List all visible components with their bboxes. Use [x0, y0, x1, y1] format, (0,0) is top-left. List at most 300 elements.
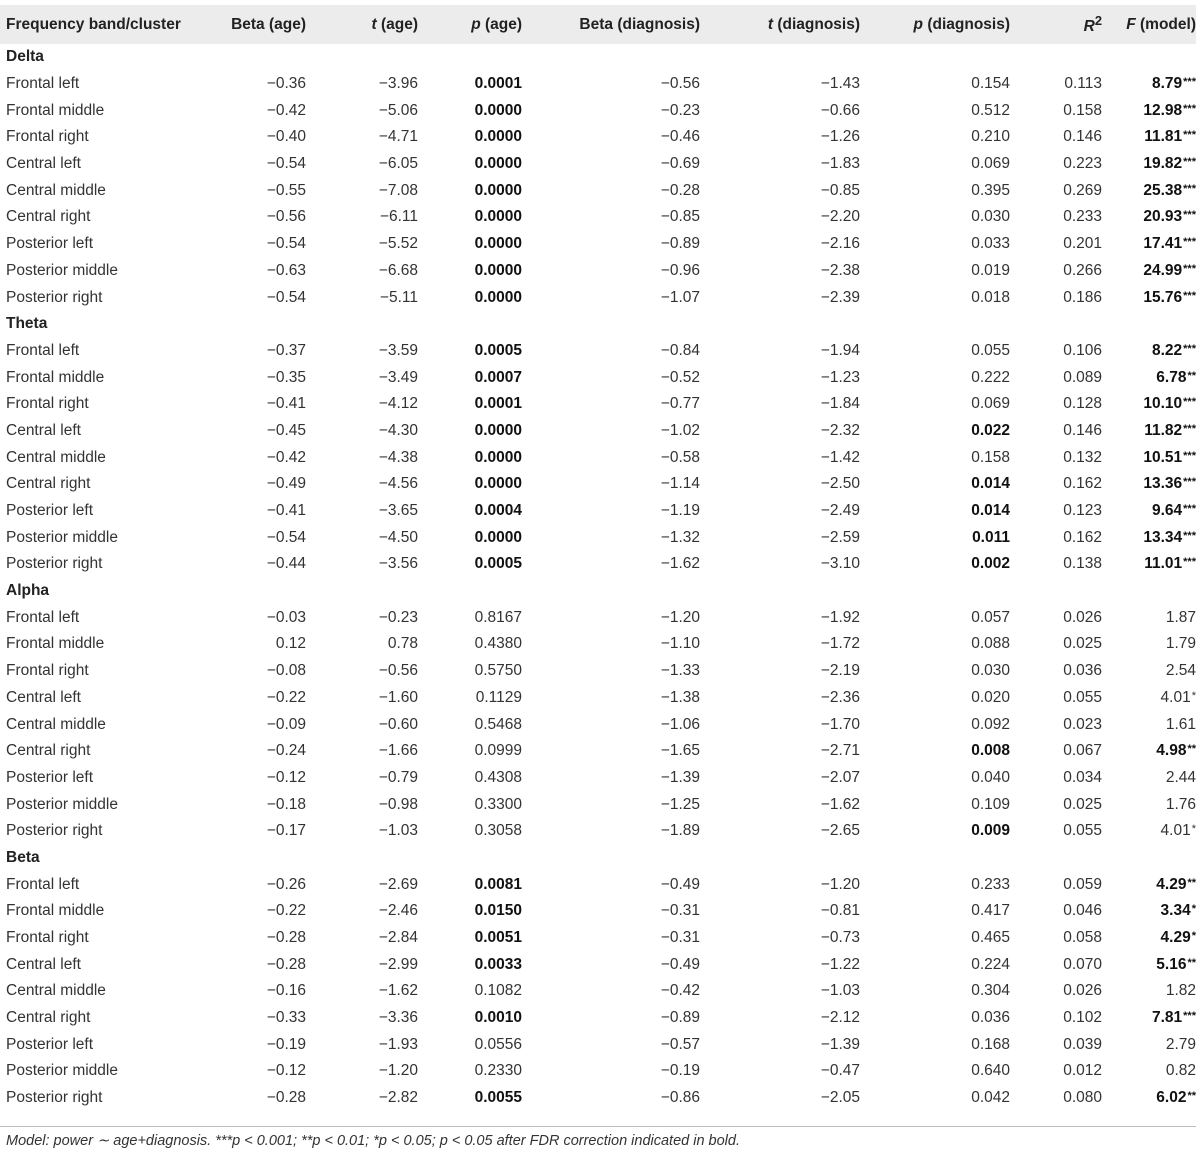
p-diagnosis-cell: 0.020: [971, 688, 1010, 706]
t-diagnosis-cell: −2.38: [820, 261, 860, 279]
p-diagnosis-cell: 0.057: [971, 608, 1010, 626]
f-value: 1.79: [1165, 635, 1196, 653]
f-value: 1.87: [1165, 608, 1196, 626]
p-diagnosis-cell: 0.158: [971, 448, 1010, 466]
table-row: [0, 231, 1196, 258]
beta-age-cell: −0.44: [266, 555, 306, 573]
cluster-label: Posterior middle: [6, 1062, 118, 1080]
header-f-model: F (model): [1126, 15, 1196, 33]
r-squared-cell: 0.012: [1063, 1062, 1102, 1080]
f-model-cell: [1102, 551, 1196, 578]
group-header-row: [0, 845, 1196, 872]
t-diagnosis-cell: −2.36: [820, 688, 860, 706]
p-diagnosis-cell: 0.465: [971, 929, 1010, 947]
f-model-cell: [1102, 978, 1196, 1005]
r-squared-cell: 0.269: [1063, 181, 1102, 199]
f-value: 0.82: [1165, 1062, 1196, 1080]
significance-stars: ***: [1183, 422, 1196, 435]
t-diagnosis-cell: −0.66: [820, 101, 860, 119]
p-age-cell: 0.0007: [474, 368, 522, 386]
beta-age-cell: −0.54: [266, 528, 306, 546]
beta-age-cell: −0.42: [266, 101, 306, 119]
group-name: Delta: [6, 48, 44, 66]
f-model-cell: [1102, 604, 1196, 631]
cluster-label: Central middle: [6, 448, 106, 466]
p-age-cell: 0.0001: [474, 75, 522, 93]
beta-diagnosis-cell: −0.85: [660, 208, 700, 226]
header-t-age: t (age): [371, 15, 418, 33]
f-value: 8.79: [1151, 75, 1183, 93]
header-t-diagnosis: t (diagnosis): [767, 15, 860, 33]
beta-age-cell: −0.28: [266, 955, 306, 973]
t-diagnosis-cell: −0.73: [820, 929, 860, 947]
significance-stars: ***: [1183, 476, 1196, 489]
cluster-label: Frontal left: [6, 608, 80, 626]
beta-diagnosis-cell: −1.89: [660, 822, 700, 840]
beta-age-cell: −0.41: [266, 502, 306, 520]
cluster-label: Central left: [6, 688, 81, 706]
t-diagnosis-cell: −1.23: [820, 368, 860, 386]
t-diagnosis-cell: −2.20: [820, 208, 860, 226]
f-model-cell: [1102, 1005, 1196, 1032]
significance-stars: **: [1187, 1090, 1196, 1103]
f-value: 17.41: [1143, 235, 1183, 253]
f-model-cell: [1102, 204, 1196, 231]
significance-stars: ***: [1183, 182, 1196, 195]
p-age-cell: 0.0001: [474, 395, 522, 413]
p-age-cell: 0.0000: [474, 181, 522, 199]
r-squared-cell: 0.058: [1063, 929, 1102, 947]
t-age-cell: −4.50: [378, 528, 418, 546]
t-diagnosis-cell: −2.07: [820, 768, 860, 786]
f-value: 13.34: [1143, 528, 1183, 546]
cluster-label: Frontal middle: [6, 101, 105, 119]
table-row: [0, 685, 1196, 712]
beta-age-cell: −0.54: [266, 235, 306, 253]
beta-diagnosis-cell: −0.28: [660, 181, 700, 199]
beta-diagnosis-cell: −0.89: [660, 235, 700, 253]
r-squared-cell: 0.059: [1063, 875, 1102, 893]
f-model-cell: [1102, 284, 1196, 311]
beta-age-cell: −0.08: [266, 662, 306, 680]
p-age-cell: 0.0004: [474, 502, 522, 520]
f-value: 6.02: [1156, 1089, 1187, 1107]
t-diagnosis-cell: −2.50: [820, 475, 860, 493]
beta-age-cell: −0.35: [266, 368, 306, 386]
f-value: 4.01: [1160, 688, 1191, 706]
beta-diagnosis-cell: −0.56: [660, 75, 700, 93]
f-model-cell: [1102, 765, 1196, 792]
beta-diagnosis-cell: −0.46: [660, 128, 700, 146]
t-age-cell: −2.84: [378, 929, 418, 947]
f-model-cell: [1102, 925, 1196, 952]
p-diagnosis-cell: 0.088: [971, 635, 1010, 653]
t-age-cell: −0.98: [378, 795, 418, 813]
cluster-label: Central left: [6, 421, 81, 439]
t-age-cell: −1.20: [378, 1062, 418, 1080]
significance-stars: ***: [1183, 1010, 1196, 1023]
t-age-cell: −0.60: [378, 715, 418, 733]
t-diagnosis-cell: −0.81: [820, 902, 860, 920]
cluster-label: Frontal right: [6, 662, 89, 680]
cluster-label: Posterior left: [6, 1035, 94, 1053]
p-diagnosis-cell: 0.040: [971, 768, 1010, 786]
beta-diagnosis-cell: −0.23: [660, 101, 700, 119]
p-diagnosis-cell: 0.009: [971, 822, 1010, 840]
beta-diagnosis-cell: −0.57: [660, 1035, 700, 1053]
beta-diagnosis-cell: −0.42: [660, 982, 700, 1000]
cluster-label: Central left: [6, 155, 81, 173]
t-diagnosis-cell: −1.20: [820, 875, 860, 893]
beta-diagnosis-cell: −1.38: [660, 688, 700, 706]
significance-stars: ***: [1183, 156, 1196, 169]
f-model-cell: [1102, 1058, 1196, 1085]
p-age-cell: 0.0055: [474, 1089, 522, 1107]
t-age-cell: −3.65: [378, 502, 418, 520]
significance-stars: ***: [1183, 209, 1196, 222]
r-squared-cell: 0.132: [1063, 448, 1102, 466]
f-value: 1.76: [1165, 795, 1196, 813]
p-age-cell: 0.2330: [474, 1062, 522, 1080]
p-age-cell: 0.0000: [474, 155, 522, 173]
f-value: 10.51: [1143, 448, 1183, 466]
results-table: [0, 5, 1196, 1112]
f-value: 6.78: [1156, 368, 1187, 386]
t-age-cell: −5.06: [378, 101, 418, 119]
cluster-label: Posterior left: [6, 768, 94, 786]
table-row: [0, 1085, 1196, 1112]
beta-age-cell: −0.12: [266, 1062, 306, 1080]
significance-stars: ***: [1183, 129, 1196, 142]
r-squared-cell: 0.080: [1063, 1089, 1102, 1107]
table-row: [0, 418, 1196, 445]
r-squared-cell: 0.089: [1063, 368, 1102, 386]
t-diagnosis-cell: −1.94: [820, 341, 860, 359]
p-diagnosis-cell: 0.395: [971, 181, 1010, 199]
beta-diagnosis-cell: −1.07: [660, 288, 700, 306]
significance-stars: **: [1187, 743, 1196, 756]
header-frequency-band-cluster: Frequency band/cluster: [6, 15, 181, 33]
table-row: [0, 284, 1196, 311]
footnote-divider: [0, 1126, 1196, 1127]
beta-age-cell: −0.45: [266, 421, 306, 439]
f-model-cell: [1102, 711, 1196, 738]
table-row: [0, 97, 1196, 124]
t-age-cell: −5.52: [378, 235, 418, 253]
p-age-cell: 0.0000: [474, 528, 522, 546]
r-squared-cell: 0.046: [1063, 902, 1102, 920]
r-squared-cell: 0.067: [1063, 742, 1102, 760]
p-age-cell: 0.0005: [474, 341, 522, 359]
p-diagnosis-cell: 0.168: [971, 1035, 1010, 1053]
p-diagnosis-cell: 0.417: [971, 902, 1010, 920]
r-squared-cell: 0.025: [1063, 635, 1102, 653]
f-model-cell: [1102, 524, 1196, 551]
p-age-cell: 0.0556: [474, 1035, 522, 1053]
p-age-cell: 0.0150: [474, 902, 522, 920]
cluster-label: Frontal middle: [6, 902, 105, 920]
p-diagnosis-cell: 0.069: [971, 155, 1010, 173]
cluster-label: Central middle: [6, 181, 106, 199]
beta-diagnosis-cell: −1.10: [660, 635, 700, 653]
f-value: 4.29: [1156, 875, 1187, 893]
header-beta-diagnosis: Beta (diagnosis): [579, 15, 700, 33]
p-diagnosis-cell: 0.022: [971, 421, 1010, 439]
p-diagnosis-cell: 0.210: [971, 128, 1010, 146]
t-diagnosis-cell: −1.42: [820, 448, 860, 466]
beta-age-cell: −0.03: [266, 608, 306, 626]
f-model-cell: [1102, 818, 1196, 845]
p-diagnosis-cell: 0.002: [971, 555, 1010, 573]
f-model-cell: [1102, 871, 1196, 898]
cluster-label: Central right: [6, 742, 91, 760]
f-model-cell: [1102, 231, 1196, 258]
f-value: 4.01: [1160, 822, 1191, 840]
beta-diagnosis-cell: −0.58: [660, 448, 700, 466]
f-value: 2.79: [1165, 1035, 1196, 1053]
p-age-cell: 0.4308: [474, 768, 522, 786]
p-age-cell: 0.0010: [474, 1009, 522, 1027]
table-body: [0, 44, 1196, 1112]
f-model-cell: [1102, 177, 1196, 204]
p-age-cell: 0.4380: [474, 635, 522, 653]
beta-age-cell: 0.12: [275, 635, 306, 653]
t-age-cell: −7.08: [378, 181, 418, 199]
p-diagnosis-cell: 0.222: [971, 368, 1010, 386]
significance-stars: ***: [1183, 556, 1196, 569]
r-squared-cell: 0.162: [1063, 475, 1102, 493]
cluster-label: Frontal right: [6, 128, 89, 146]
p-age-cell: 0.8167: [474, 608, 522, 626]
cluster-label: Frontal middle: [6, 368, 105, 386]
significance-stars: **: [1187, 956, 1196, 969]
beta-age-cell: −0.26: [266, 875, 306, 893]
cluster-label: Posterior left: [6, 235, 94, 253]
p-diagnosis-cell: 0.154: [971, 75, 1010, 93]
table-row: [0, 631, 1196, 658]
header-r-squared: $R^2$: [1083, 12, 1102, 36]
t-age-cell: −6.05: [378, 155, 418, 173]
p-diagnosis-cell: 0.304: [971, 982, 1010, 1000]
f-model-cell: [1102, 418, 1196, 445]
beta-diagnosis-cell: −0.89: [660, 1009, 700, 1027]
t-age-cell: −4.56: [378, 475, 418, 493]
t-diagnosis-cell: −2.32: [820, 421, 860, 439]
f-model-cell: [1102, 471, 1196, 498]
beta-diagnosis-cell: −1.33: [660, 662, 700, 680]
r-squared-cell: 0.201: [1063, 235, 1102, 253]
beta-diagnosis-cell: −0.77: [660, 395, 700, 413]
table-row: [0, 738, 1196, 765]
beta-age-cell: −0.22: [266, 902, 306, 920]
cluster-label: Central right: [6, 1009, 91, 1027]
f-model-cell: [1102, 124, 1196, 151]
beta-age-cell: −0.54: [266, 288, 306, 306]
f-model-cell: [1102, 791, 1196, 818]
t-diagnosis-cell: −1.92: [820, 608, 860, 626]
f-value: 3.34: [1160, 902, 1191, 920]
f-value: 1.82: [1165, 982, 1196, 1000]
cluster-label: Central middle: [6, 715, 106, 733]
p-age-cell: 0.1082: [474, 982, 522, 1000]
beta-age-cell: −0.41: [266, 395, 306, 413]
p-age-cell: 0.0000: [474, 288, 522, 306]
r-squared-cell: 0.266: [1063, 261, 1102, 279]
r-squared-cell: 0.034: [1063, 768, 1102, 786]
cluster-label: Posterior right: [6, 288, 103, 306]
t-diagnosis-cell: −1.72: [820, 635, 860, 653]
f-model-cell: [1102, 685, 1196, 712]
p-diagnosis-cell: 0.092: [971, 715, 1010, 733]
beta-diagnosis-cell: −0.52: [660, 368, 700, 386]
p-age-cell: 0.0000: [474, 448, 522, 466]
beta-diagnosis-cell: −1.62: [660, 555, 700, 573]
cluster-label: Central left: [6, 955, 81, 973]
table-row: [0, 258, 1196, 285]
t-age-cell: −2.69: [378, 875, 418, 893]
f-value: 11.01: [1144, 555, 1183, 573]
t-age-cell: −2.99: [378, 955, 418, 973]
r-squared-cell: 0.102: [1063, 1009, 1102, 1027]
p-age-cell: 0.0033: [474, 955, 522, 973]
header-p-age: p (age): [471, 15, 522, 33]
beta-age-cell: −0.40: [266, 128, 306, 146]
p-age-cell: 0.0005: [474, 555, 522, 573]
t-diagnosis-cell: −0.85: [820, 181, 860, 199]
r-squared-cell: 0.123: [1063, 502, 1102, 520]
t-age-cell: −6.11: [379, 208, 418, 226]
f-model-cell: [1102, 71, 1196, 98]
cluster-label: Frontal right: [6, 929, 89, 947]
beta-diagnosis-cell: −1.25: [660, 795, 700, 813]
f-model-cell: [1102, 151, 1196, 178]
significance-stars: ***: [1183, 76, 1196, 89]
significance-stars: ***: [1183, 449, 1196, 462]
t-age-cell: −4.38: [378, 448, 418, 466]
group-header-row: [0, 311, 1196, 338]
beta-age-cell: −0.28: [266, 929, 306, 947]
p-diagnosis-cell: 0.640: [971, 1062, 1010, 1080]
r-squared-cell: 0.106: [1063, 341, 1102, 359]
t-age-cell: −3.56: [378, 555, 418, 573]
beta-diagnosis-cell: −0.19: [660, 1062, 700, 1080]
beta-diagnosis-cell: −0.69: [660, 155, 700, 173]
t-age-cell: −1.60: [378, 688, 418, 706]
beta-age-cell: −0.12: [266, 768, 306, 786]
r-squared-cell: 0.025: [1063, 795, 1102, 813]
t-age-cell: −4.12: [378, 395, 418, 413]
table-row: [0, 898, 1196, 925]
r-squared-cell: 0.070: [1063, 955, 1102, 973]
t-age-cell: −3.49: [378, 368, 418, 386]
significance-stars: ***: [1183, 289, 1196, 302]
beta-age-cell: −0.42: [266, 448, 306, 466]
r-squared-cell: 0.233: [1063, 208, 1102, 226]
table-row: [0, 951, 1196, 978]
significance-stars: *: [1191, 689, 1196, 702]
t-diagnosis-cell: −2.59: [820, 528, 860, 546]
beta-age-cell: −0.56: [266, 208, 306, 226]
significance-stars: ***: [1183, 342, 1196, 355]
header-p-diagnosis: p (diagnosis): [913, 15, 1010, 33]
f-value: 11.81: [1144, 128, 1183, 146]
beta-age-cell: −0.49: [266, 475, 306, 493]
table-row: [0, 791, 1196, 818]
t-age-cell: −0.56: [378, 662, 418, 680]
p-age-cell: 0.0000: [474, 475, 522, 493]
t-age-cell: −1.93: [378, 1035, 418, 1053]
r-squared-cell: 0.158: [1063, 101, 1102, 119]
t-diagnosis-cell: −2.65: [820, 822, 860, 840]
f-model-cell: [1102, 898, 1196, 925]
t-age-cell: −1.62: [378, 982, 418, 1000]
beta-age-cell: −0.19: [266, 1035, 306, 1053]
p-diagnosis-cell: 0.109: [971, 795, 1010, 813]
r-squared-cell: 0.113: [1064, 75, 1102, 93]
f-model-cell: [1102, 498, 1196, 525]
f-value: 2.44: [1165, 768, 1196, 786]
table-row: [0, 444, 1196, 471]
f-value: 9.64: [1151, 502, 1183, 520]
p-diagnosis-cell: 0.011: [972, 528, 1010, 546]
beta-diagnosis-cell: −1.06: [660, 715, 700, 733]
p-diagnosis-cell: 0.030: [971, 662, 1010, 680]
p-age-cell: 0.0999: [474, 742, 522, 760]
f-value: 11.82: [1144, 421, 1183, 439]
p-age-cell: 0.5468: [474, 715, 522, 733]
t-diagnosis-cell: −1.70: [820, 715, 860, 733]
cluster-label: Frontal left: [6, 875, 80, 893]
f-model-cell: [1102, 364, 1196, 391]
r-squared-cell: 0.036: [1063, 662, 1102, 680]
f-value: 4.29: [1160, 929, 1191, 947]
p-diagnosis-cell: 0.019: [971, 261, 1010, 279]
p-diagnosis-cell: 0.018: [971, 288, 1010, 306]
f-value: 12.98: [1143, 101, 1183, 119]
p-age-cell: 0.1129: [475, 688, 522, 706]
f-model-cell: [1102, 444, 1196, 471]
f-value: 10.10: [1143, 395, 1183, 413]
t-age-cell: −3.96: [378, 75, 418, 93]
cluster-label: Posterior middle: [6, 795, 118, 813]
p-age-cell: 0.0000: [474, 421, 522, 439]
beta-diagnosis-cell: −1.39: [660, 768, 700, 786]
r-squared-cell: 0.055: [1063, 688, 1102, 706]
table-row: [0, 711, 1196, 738]
r-squared-cell: 0.138: [1063, 555, 1102, 573]
table-row: [0, 765, 1196, 792]
t-age-cell: −0.79: [378, 768, 418, 786]
table-row: [0, 204, 1196, 231]
table-row: [0, 978, 1196, 1005]
p-diagnosis-cell: 0.014: [971, 502, 1010, 520]
f-model-cell: [1102, 658, 1196, 685]
p-diagnosis-cell: 0.033: [971, 235, 1010, 253]
t-diagnosis-cell: −2.39: [820, 288, 860, 306]
p-diagnosis-cell: 0.008: [971, 742, 1010, 760]
t-diagnosis-cell: −2.05: [820, 1089, 860, 1107]
beta-age-cell: −0.36: [266, 75, 306, 93]
significance-stars: *: [1191, 903, 1196, 916]
beta-age-cell: −0.09: [266, 715, 306, 733]
table-row: [0, 124, 1196, 151]
beta-age-cell: −0.17: [266, 822, 306, 840]
significance-stars: ***: [1183, 102, 1196, 115]
f-value: 19.82: [1143, 155, 1183, 173]
t-diagnosis-cell: −1.84: [820, 395, 860, 413]
table-row: [0, 524, 1196, 551]
t-age-cell: −3.36: [378, 1009, 418, 1027]
